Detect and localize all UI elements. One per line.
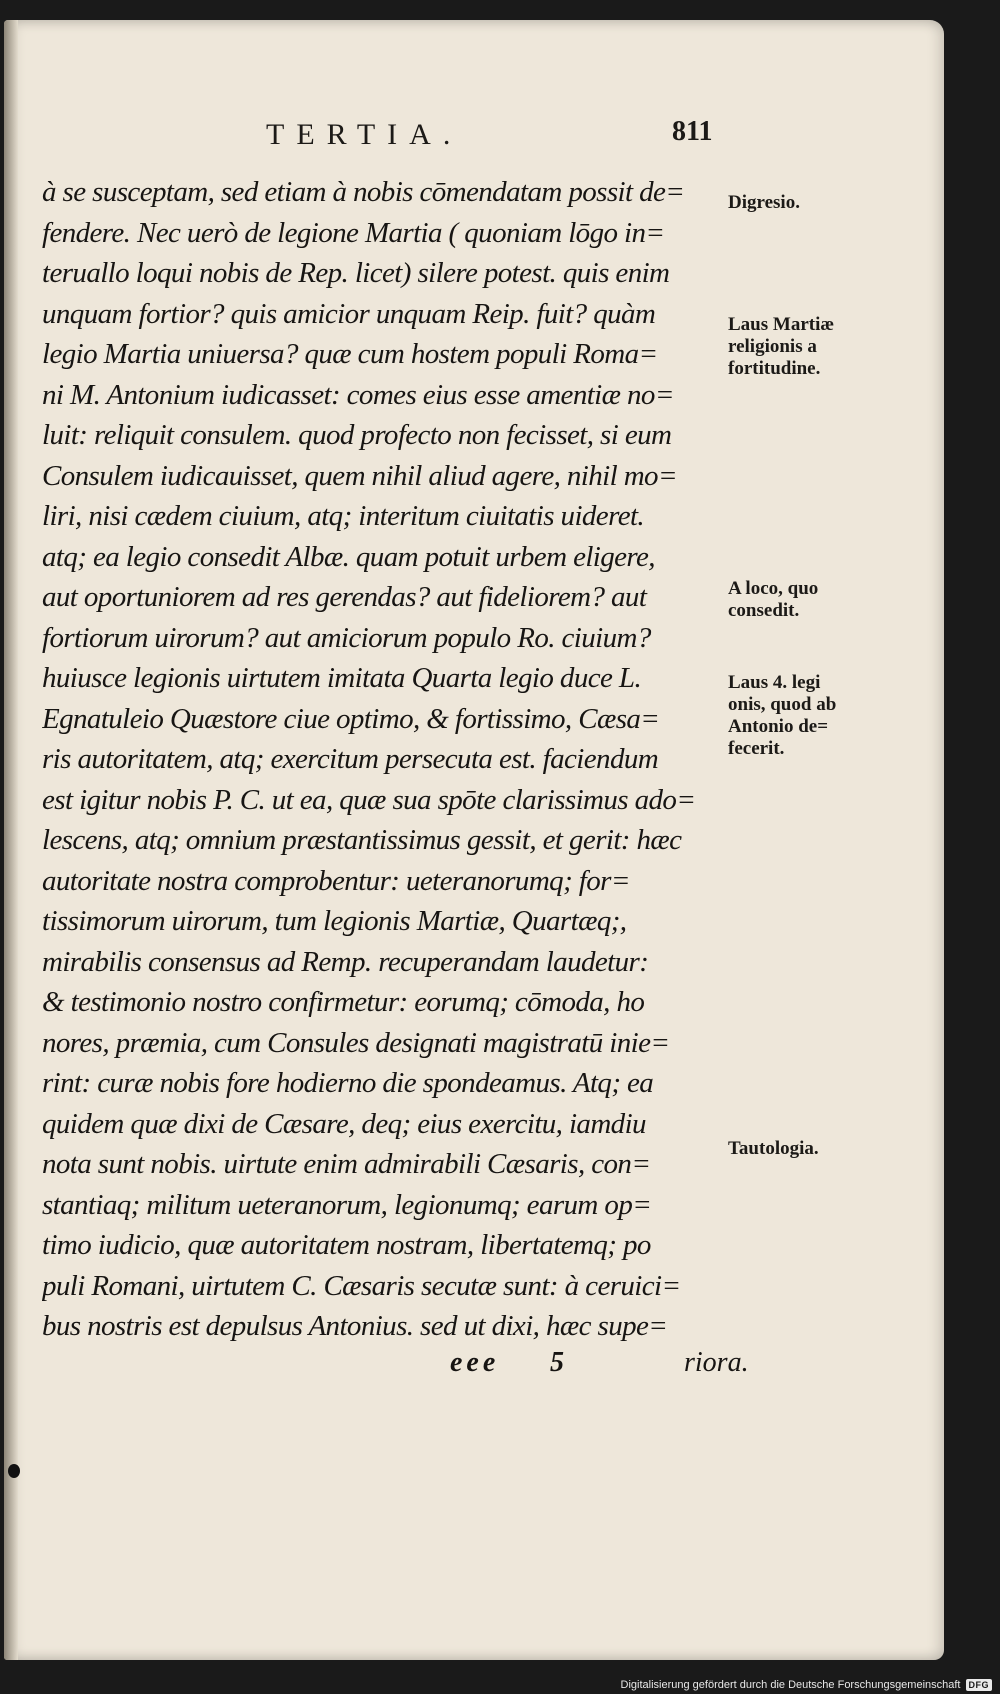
text-line: mirabilis consensus ad Remp. recuperandam laudetur: bbox=[42, 945, 649, 978]
folio-number: 811 bbox=[672, 116, 713, 147]
text-line: & testimonio nostro confirmetur: eorumq; cōmoda, ho bbox=[42, 986, 645, 1018]
dfg-logo-icon: DFG bbox=[966, 1679, 993, 1691]
marginal-note-line: fortitudine. bbox=[728, 358, 821, 379]
running-head: TERTIA. bbox=[266, 118, 463, 151]
book-page bbox=[4, 20, 944, 1660]
text-line: tissimorum uirorum, tum legionis Martiæ, Quartæq;, bbox=[42, 905, 627, 937]
text-line: Consulem iudicauisset, quem nihil aliud agere, nihil mo= bbox=[42, 459, 677, 492]
text-line: bus nostris est depulsus Antonius. sed ut dixi, hæc supe= bbox=[42, 1310, 668, 1342]
text-line: autoritate nostra comprobentur: ueteranorumq; for= bbox=[42, 864, 630, 897]
text-line: aut oportuniorem ad res gerendas? aut fideliorem? aut bbox=[42, 581, 647, 613]
text-line: liri, nisi cædem ciuium, atq; interitum ciuitatis uideret. bbox=[42, 500, 645, 532]
marginal-note-a-loco bbox=[728, 578, 928, 622]
signature-number: 5 bbox=[550, 1347, 564, 1378]
marginal-note-line: Antonio de= bbox=[728, 716, 829, 737]
marginal-note-laus-quartae bbox=[728, 672, 928, 760]
text-line: nota sunt nobis. uirtute enim admirabili Cæsaris, con= bbox=[42, 1148, 651, 1180]
marginal-note-line: Laus 4. legi bbox=[728, 672, 821, 693]
marginal-note-line: Laus Martiæ bbox=[728, 314, 835, 335]
marginal-note-laus-martiae bbox=[728, 314, 928, 380]
catchword: riora. bbox=[684, 1347, 749, 1378]
marginal-note-line: fecerit. bbox=[728, 738, 785, 759]
text-line: legio Martia uniuersa? quæ cum hostem populi Roma= bbox=[42, 338, 658, 370]
marginal-note-line: consedit. bbox=[728, 600, 800, 621]
marginal-note-line: onis, quod ab bbox=[728, 694, 837, 715]
main-text-block bbox=[42, 172, 742, 1347]
text-line: huiusce legionis uirtutem imitata Quarta legio duce L. bbox=[42, 662, 642, 694]
credit-text: Digitalisierung gefördert durch die Deutsche Forschungsgemeinschaft bbox=[620, 1679, 961, 1691]
text-line: luit: reliquit consulem. quod profecto non fecisset, si eum bbox=[42, 419, 672, 451]
text-line: atq; ea legio consedit Albæ. quam potuit urbem eligere, bbox=[42, 540, 655, 573]
marginal-note-digressio bbox=[728, 192, 928, 214]
text-line: ni M. Antonium iudicasset: comes eius esse amentiæ no= bbox=[42, 378, 674, 411]
marginal-note-line: Tautologia. bbox=[728, 1138, 819, 1159]
text-line: fortiorum uirorum? aut amiciorum populo Ro. ciuium? bbox=[42, 621, 651, 654]
text-line: quidem quæ dixi de Cæsare, deq; eius exercitu, iamdiu bbox=[42, 1107, 646, 1140]
text-line: puli Romani, uirtutem C. Cæsaris secutæ sunt: à ceruici= bbox=[42, 1269, 681, 1302]
text-line: fendere. Nec uerò de legione Martia ( quoniam lōgo in= bbox=[42, 216, 665, 249]
text-line: teruallo loqui nobis de Rep. licet) silere potest. quis enim bbox=[42, 257, 670, 289]
text-line: rint: curæ nobis fore hodierno die spondeamus. Atq; ea bbox=[42, 1067, 654, 1099]
text-line: ris autoritatem, atq; exercitum persecuta est. faciendum bbox=[42, 743, 659, 775]
text-line: timo iudicio, quæ autoritatem nostram, libertatemq; po bbox=[42, 1229, 651, 1261]
marginal-note-line: Digresio. bbox=[728, 192, 800, 213]
ink-blot bbox=[8, 1464, 20, 1478]
text-line: Egnatuleio Quæstore ciue optimo, & fortissimo, Cæsa= bbox=[42, 702, 660, 735]
page-gutter bbox=[4, 20, 18, 1660]
text-line: à se susceptam, sed etiam à nobis cōmendatam possit de= bbox=[42, 176, 685, 208]
marginal-note-line: A loco, quo bbox=[728, 578, 819, 599]
signature-mark: eee bbox=[450, 1347, 500, 1378]
digitization-credit bbox=[621, 1679, 992, 1691]
marginal-note-tautologia bbox=[728, 1138, 928, 1160]
text-line: stantiaq; militum ueteranorum, legionumq; earum op= bbox=[42, 1188, 652, 1221]
text-line: est igitur nobis P. C. ut ea, quæ sua spōte clarissimus ado= bbox=[42, 783, 696, 816]
text-line: lescens, atq; omnium præstantissimus gessit, et gerit: hæc bbox=[42, 824, 682, 856]
marginal-note-line: religionis a bbox=[728, 336, 817, 357]
text-line: nores, præmia, cum Consules designati magistratū inie= bbox=[42, 1026, 670, 1059]
text-line: unquam fortior? quis amicior unquam Reip. fuit? quàm bbox=[42, 297, 656, 330]
